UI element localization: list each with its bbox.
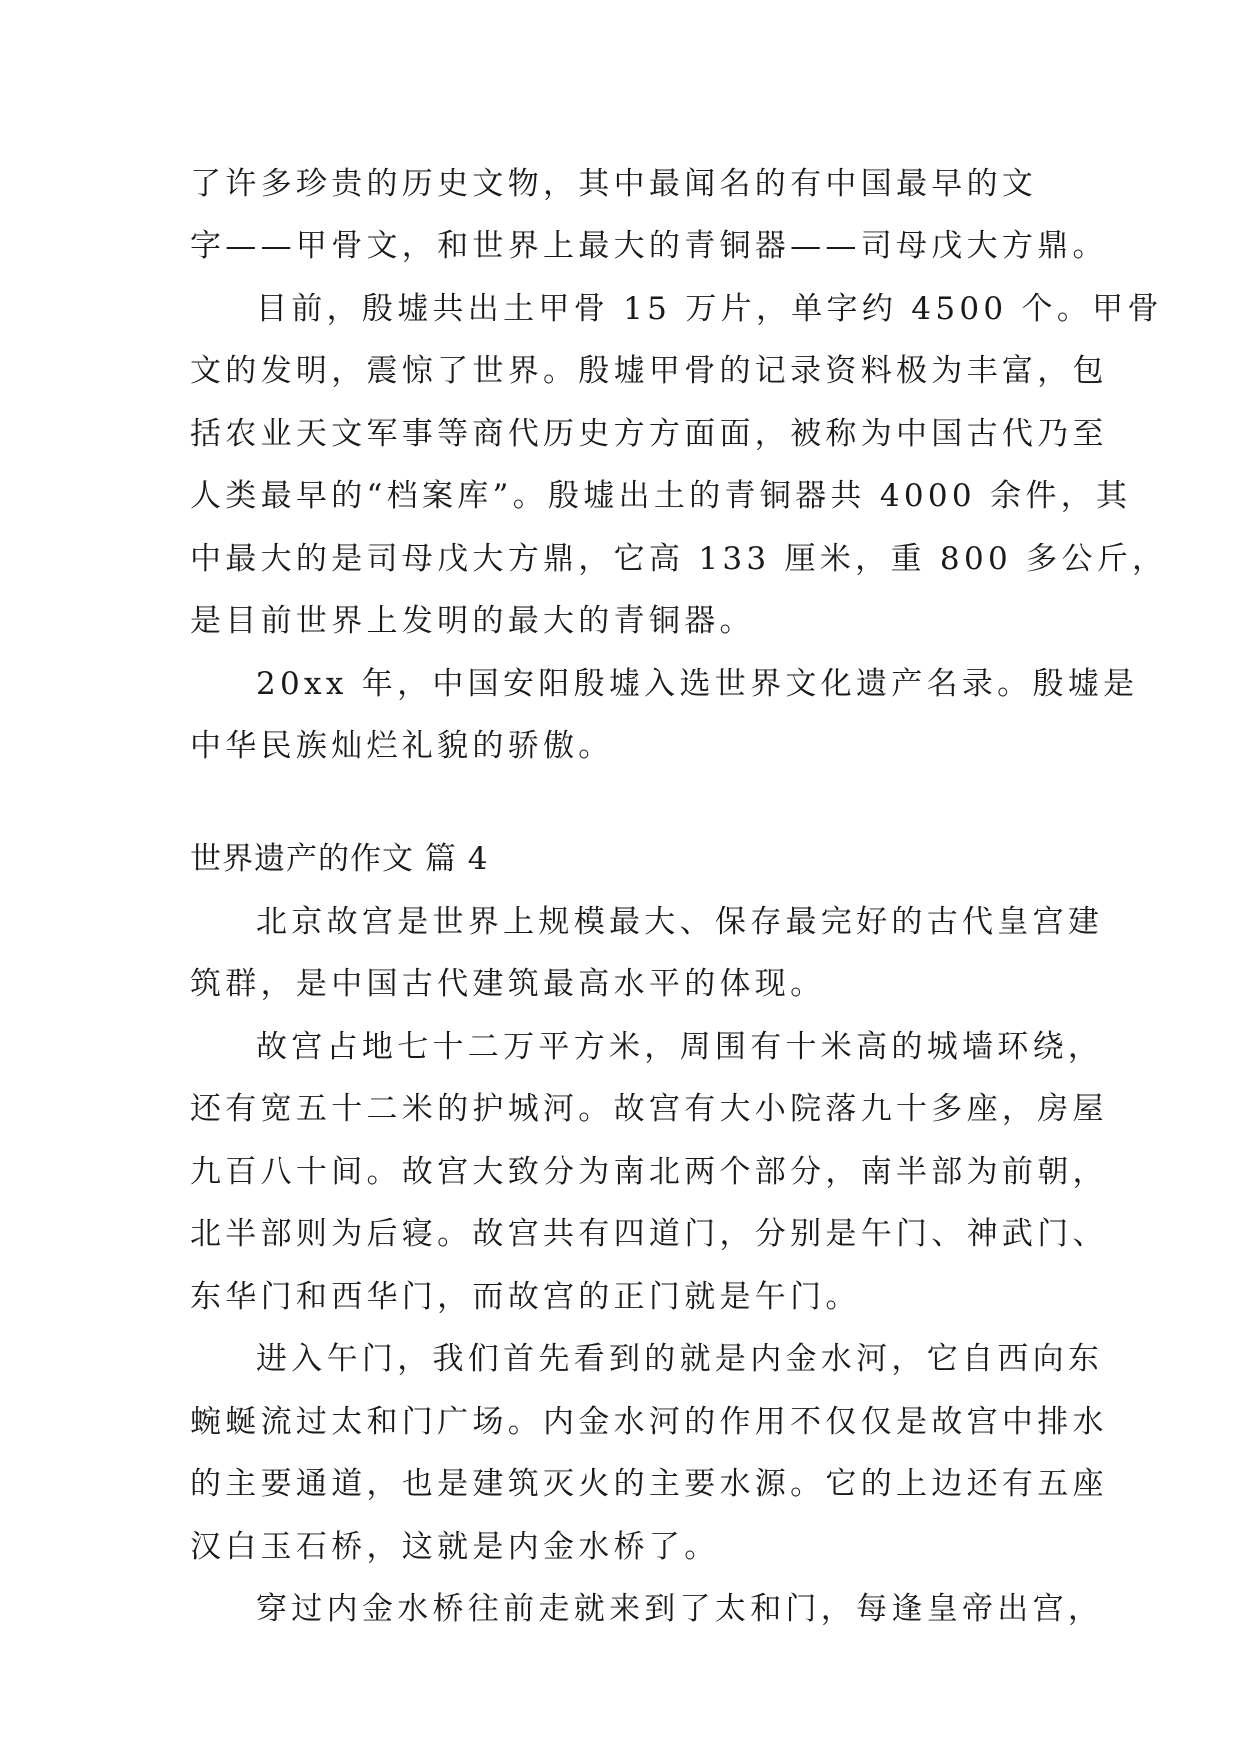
paragraph-1-line-1: 了许多珍贵的历史文物，其中最闻名的有中国最早的文: [190, 166, 1038, 202]
paragraph-3-line-1: 20xx 年，中国安阳殷墟入选世界文化遗产名录。殷墟是: [256, 666, 1139, 702]
paragraph-4-line-1: 北京故宫是世界上规模最大、保存最完好的古代皇宫建: [256, 904, 1104, 940]
paragraph-2-line-4: 人类最早的“档案库”。殷墟出土的青铜器共 4000 余件，其: [190, 478, 1132, 514]
paragraph-2-line-1: 目前，殷墟共出土甲骨 15 万片，单字约 4500 个。甲骨: [256, 291, 1163, 327]
paragraph-6-line-2: 蜿蜒流过太和门广场。内金水河的作用不仅仅是故宫中排水: [190, 1404, 1108, 1440]
paragraph-2-line-3: 括农业天文军事等商代历史方方面面，被称为中国古代乃至: [190, 416, 1108, 452]
paragraph-2-line-6: 是目前世界上发明的最大的青铜器。: [190, 603, 755, 639]
paragraph-5-line-1: 故宫占地七十二万平方米，周围有十米高的城墙环绕，: [256, 1029, 1104, 1065]
section-heading: 世界遗产的作文 篇 4: [190, 841, 489, 877]
paragraph-4-line-2: 筑群，是中国古代建筑最高水平的体现。: [190, 966, 826, 1002]
paragraph-5-line-2: 还有宽五十二米的护城河。故宫有大小院落九十多座，房屋: [190, 1091, 1108, 1127]
paragraph-6-line-3: 的主要通道，也是建筑灭火的主要水源。它的上边还有五座: [190, 1466, 1108, 1502]
paragraph-1-line-2: 字——甲骨文，和世界上最大的青铜器——司母戊大方鼎。: [190, 228, 1108, 264]
paragraph-5-line-3: 九百八十间。故宫大致分为南北两个部分，南半部为前朝，: [190, 1154, 1108, 1190]
paragraph-5-line-4: 北半部则为后寝。故宫共有四道门，分别是午门、神武门、: [190, 1216, 1108, 1252]
paragraph-6-line-1: 进入午门，我们首先看到的就是内金水河，它自西向东: [256, 1341, 1104, 1377]
paragraph-2-line-5: 中最大的是司母戊大方鼎，它高 133 厘米，重 800 多公斤，: [190, 541, 1168, 577]
paragraph-6-line-4: 汉白玉石桥，这就是内金水桥了。: [190, 1529, 720, 1565]
paragraph-5-line-5: 东华门和西华门，而故宫的正门就是午门。: [190, 1279, 861, 1315]
paragraph-2-line-2: 文的发明，震惊了世界。殷墟甲骨的记录资料极为丰富，包: [190, 353, 1108, 389]
paragraph-7-line-1: 穿过内金水桥往前走就来到了太和门，每逢皇帝出宫，: [256, 1591, 1104, 1627]
paragraph-3-line-2: 中华民族灿烂礼貌的骄傲。: [190, 728, 614, 764]
